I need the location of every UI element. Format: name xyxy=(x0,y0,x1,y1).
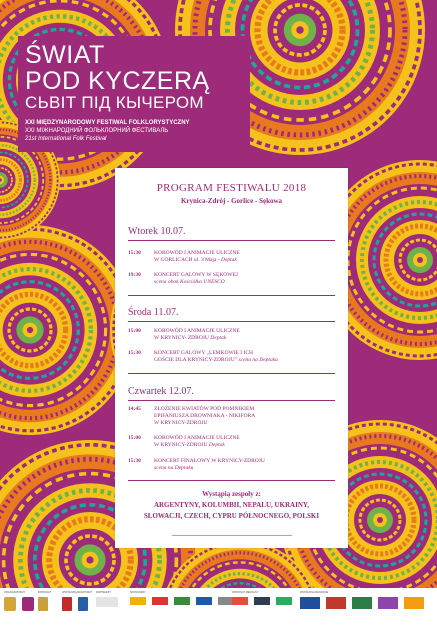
program-logo xyxy=(404,597,424,609)
logo-group-sponsors: SPONSORZY xyxy=(130,591,236,612)
program-card xyxy=(115,168,348,548)
event-place-detail: Kościółka UNESCO xyxy=(179,279,225,285)
crest-logo xyxy=(4,597,16,611)
title-cyrillic: СЬВІТ ПІД КЫЧЕРОМ xyxy=(25,93,204,112)
logo-group-patronage: PATRONAT xyxy=(38,591,51,612)
fine-print xyxy=(115,534,348,537)
event-place: scena obok xyxy=(154,279,180,285)
event-time: 15:30 xyxy=(128,458,141,464)
event-title-cont: EPIFANIUSZA DROWNIAKA - NIKIFORA xyxy=(154,413,256,419)
media-logo xyxy=(232,597,248,605)
title-line-2: POD KYCZERĄ xyxy=(25,67,210,95)
logo-group-cofinancing: WSPÓŁFINANSOWANIE xyxy=(300,591,426,612)
teams-line-1: ARGENTYNY, KOLUMBII, NEPALU, UKRAINY, xyxy=(153,501,310,509)
sponsor-logo-strip xyxy=(0,588,437,633)
event-title: KONCERT GALOWY „LEMKOWIE I ICH xyxy=(154,350,253,356)
event-place-detail: scena na Deptaku xyxy=(238,357,278,363)
event-place: W KRYNICY-ZDROJU xyxy=(154,442,209,448)
event-place-detail: Deptak xyxy=(220,257,237,263)
event-title: ZŁOŻENIE KWIATÓW POD POMNIKIEM xyxy=(154,406,255,412)
day-divider xyxy=(128,373,335,374)
county-crest-logo xyxy=(78,597,88,611)
sponsor-logo xyxy=(196,597,212,605)
eu-flag-logo xyxy=(300,597,320,609)
program-title: PROGRAM FESTIWALU 2018 xyxy=(156,182,307,194)
event-title: KONCERT FINAŁOWY W KRYNICY-ZDROJU xyxy=(154,458,265,464)
event-place-detail: scena na Deptaku xyxy=(154,465,194,471)
event-time: 15:30 xyxy=(128,350,141,356)
day-heading: Wtorek 10.07. xyxy=(128,226,186,237)
coat-of-arms-logo xyxy=(38,597,48,611)
festival-title-block xyxy=(18,36,250,152)
day-heading: Środa 11.07. xyxy=(128,307,179,318)
media-logo xyxy=(254,597,270,605)
event-place: W GORLICACH ul. 3 Maja - xyxy=(154,257,221,263)
association-logo xyxy=(22,597,34,611)
sponsor-logo xyxy=(152,597,168,605)
teams-line-2: SŁOWACJI, CZECH, CYPRU PÓŁNOCNEGO, POLSKI xyxy=(143,512,320,520)
teams-list xyxy=(115,500,348,522)
day-divider xyxy=(128,240,335,241)
event-place: W KRYNICY-ZDROJU xyxy=(154,420,208,426)
ministry-logo xyxy=(378,597,398,609)
program-locations: Krynica-Zdrój - Gorlice - Sękowa xyxy=(180,197,283,205)
day-divider xyxy=(128,321,335,322)
subtitle-polish: XXI MIĘDZYNARODOWY FESTIWAL FOLKLORYSTYCZNY xyxy=(25,120,190,126)
event-time: 14:45 xyxy=(128,406,141,412)
logo-group-co-organizers: WSPÓŁORGANIZATORZY xyxy=(62,591,92,612)
day-divider xyxy=(128,295,335,296)
fund-logo xyxy=(352,597,372,609)
logo-group-organizers: ORGANIZATORZY xyxy=(4,591,36,612)
event-title: KOROWÓD I ANIMACJE ULICZNE xyxy=(154,250,240,256)
subtitle-english: 21st International Folk Festival xyxy=(25,136,107,142)
day-divider xyxy=(128,480,335,481)
media-logo xyxy=(276,597,292,605)
event-time: 15:30 xyxy=(128,250,141,256)
title-line-1: ŚWIAT xyxy=(25,41,105,69)
event-title: KONCERT GALOWY W SĘKOWEJ xyxy=(154,272,238,278)
event-place: W KRYNICY- ZDROJU xyxy=(154,335,211,341)
logo-group-media: PATRONAT MEDIALNY xyxy=(232,591,294,612)
event-place-detail: Deptak xyxy=(208,442,225,448)
partner-logo xyxy=(96,597,118,607)
event-title: KOROWÓD I ANIMACJE ULICZNE xyxy=(154,435,240,441)
event-time: 19:30 xyxy=(128,272,141,278)
subtitle-ukrainian: XXI МІЖНАРОДНИЙ ФОЛЬКЛОРНИЙ ФЕСТИВАЛЬ xyxy=(25,128,169,134)
event-time: 15:00 xyxy=(128,435,141,441)
sponsor-logo xyxy=(130,597,146,605)
event-time: 15:00 xyxy=(128,328,141,334)
sponsor-logo xyxy=(174,597,190,605)
event-title: KOROWÓD I ANIMACJE ULICZNE xyxy=(154,328,240,334)
teams-heading: Wystąpią zespoły z: xyxy=(202,490,261,498)
day-heading: Czwartek 12.07. xyxy=(128,386,194,397)
event-place-detail: Deptak xyxy=(210,335,227,341)
region-logo xyxy=(326,597,346,609)
event-place: GOŚCIE DLA KRYNICY-ZDROJU” xyxy=(154,357,239,363)
town-crest-logo xyxy=(62,597,72,611)
logo-group-partners: PARTNERZY xyxy=(96,591,120,612)
day-divider xyxy=(128,400,335,401)
